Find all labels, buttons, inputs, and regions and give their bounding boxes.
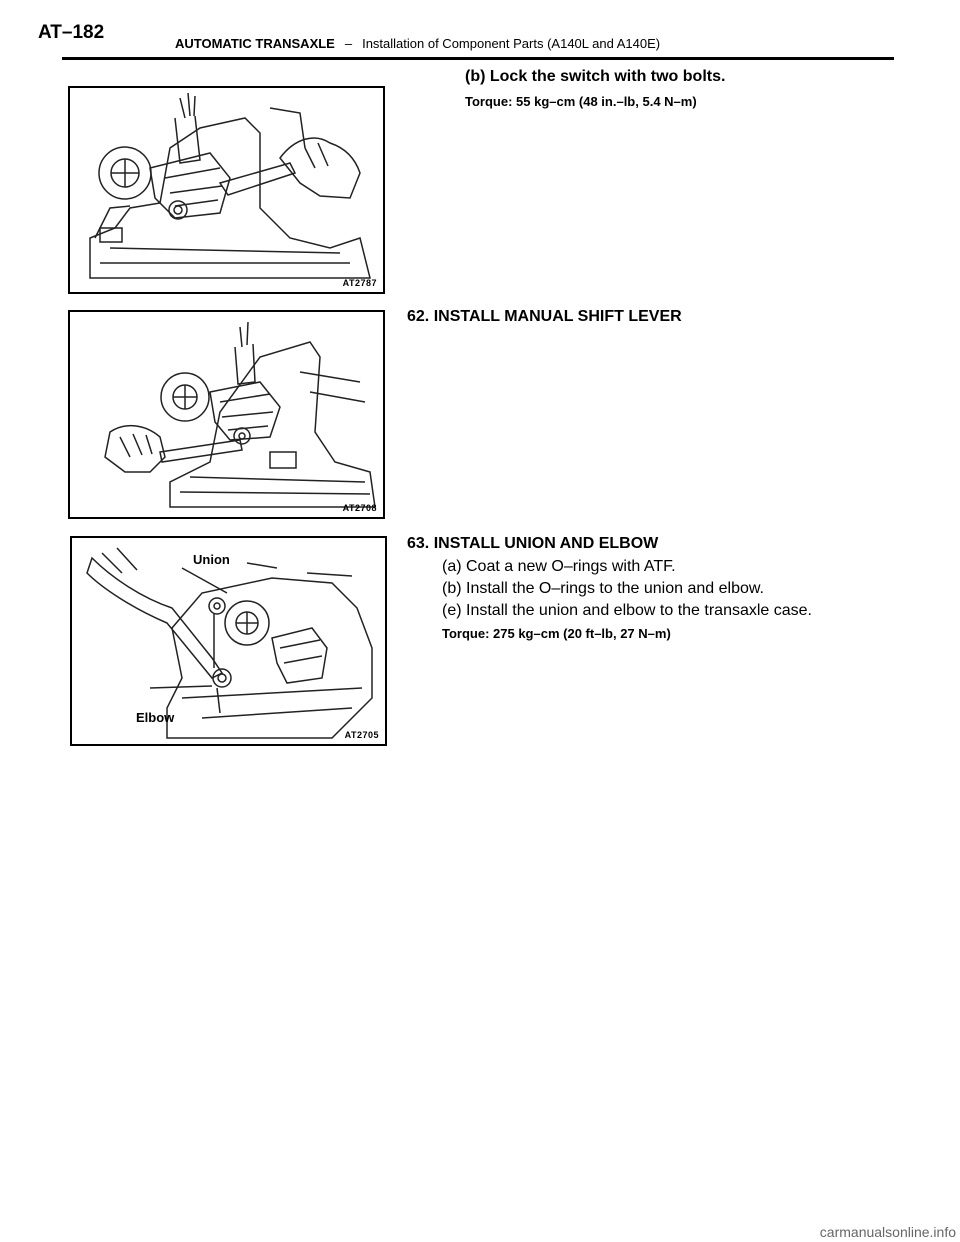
figure-manual-shift-lever	[68, 310, 385, 519]
header-rule	[62, 57, 894, 60]
figure-switch-bolts	[68, 86, 385, 294]
figure-code: AT2787	[342, 278, 377, 288]
figure-code: AT2705	[344, 730, 379, 740]
running-header	[175, 36, 660, 51]
illustration-union-elbow	[72, 538, 385, 744]
step-63e-text: (e) Install the union and elbow to the transaxle case.	[442, 602, 812, 619]
figure-union-elbow	[70, 536, 387, 746]
header-separator: –	[344, 36, 353, 51]
callout-elbow: Elbow	[136, 710, 175, 725]
step-63-torque: Torque: 275 kg–cm (20 ft–lb, 27 N–m)	[442, 626, 671, 641]
step-61b-text: (b) Lock the switch with two bolts.	[465, 68, 726, 85]
page-number: AT–182	[38, 22, 105, 43]
callout-union: Union	[193, 552, 230, 567]
step-63-title: 63. INSTALL UNION AND ELBOW	[407, 535, 659, 552]
subsection-title: Installation of Component Parts (A140L and A140E)	[362, 36, 661, 51]
step-63a-text: (a) Coat a new O–rings with ATF.	[442, 558, 676, 575]
illustration-manual-shift-lever	[70, 312, 383, 517]
figure-code: AT2708	[342, 503, 377, 513]
step-62-title: 62. INSTALL MANUAL SHIFT LEVER	[407, 308, 682, 325]
section-title: AUTOMATIC TRANSAXLE	[175, 36, 335, 51]
watermark-text: carmanualsonline.info	[819, 1224, 956, 1240]
step-61b-torque: Torque: 55 kg–cm (48 in.–lb, 5.4 N–m)	[465, 94, 697, 109]
illustration-switch-bolts	[70, 88, 383, 292]
step-63b-text: (b) Install the O–rings to the union and elbow.	[442, 580, 764, 597]
